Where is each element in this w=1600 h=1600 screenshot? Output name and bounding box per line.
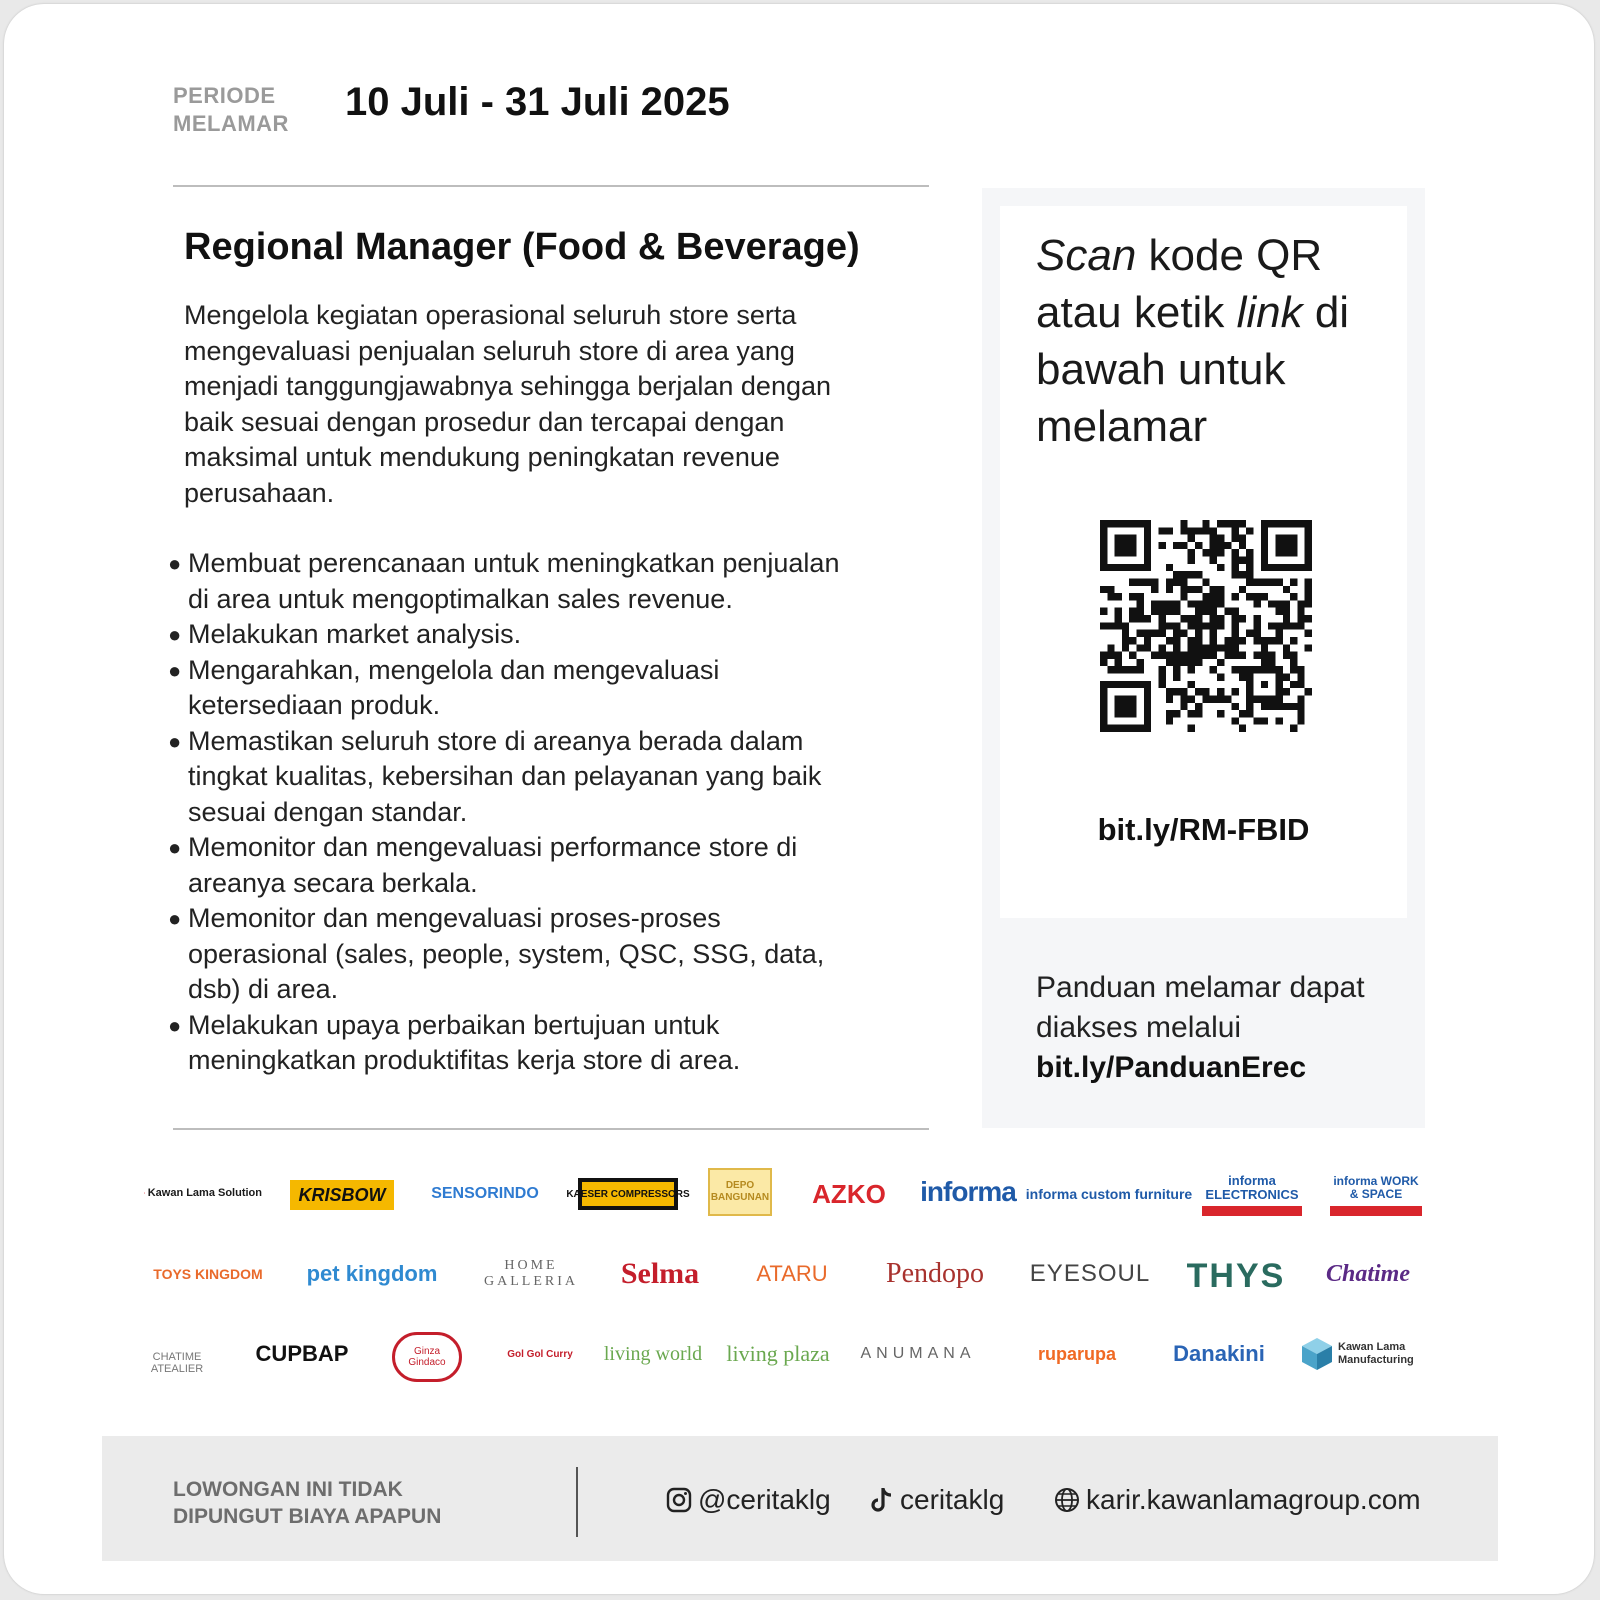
brand-logo-thys: THYS xyxy=(1186,1256,1286,1295)
duty-item xyxy=(168,617,858,653)
brand-row-2 xyxy=(140,1254,1460,1324)
brand-name: Kawan Lama Manufacturing xyxy=(1338,1341,1414,1366)
brand-logo-informa-work-space: informa WORK & SPACE xyxy=(1330,1170,1422,1216)
bullet-icon: ● xyxy=(168,551,182,576)
tiktok-handle: ceritaklg xyxy=(900,1484,1005,1515)
instagram-handle: @ceritaklg xyxy=(698,1484,831,1515)
brand-logo-chatime: Chatime xyxy=(1325,1260,1410,1287)
cube-icon xyxy=(1300,1336,1334,1372)
qr-heading xyxy=(1036,227,1396,455)
brand-logo-living-plaza: living plaza xyxy=(726,1341,830,1366)
brand-logo-sensorindo: SENSORINDO xyxy=(431,1185,539,1202)
brand-logo-chatime-atealier: CHATIME ATEALIER xyxy=(150,1351,204,1375)
brand-logo-cupbap: CUPBAP xyxy=(255,1341,349,1366)
bullet-icon: ● xyxy=(168,728,182,754)
duty-item xyxy=(168,901,858,1008)
job-title: Regional Manager (Food & Beverage) xyxy=(184,226,860,268)
duty-item xyxy=(168,653,858,724)
heading-scan: Scan xyxy=(1036,231,1137,280)
guide-text xyxy=(1036,968,1406,1088)
website-url: karir.kawanlamagroup.com xyxy=(1086,1484,1421,1515)
heading-part2: di bawah untuk melamar xyxy=(1036,288,1350,451)
duties-list xyxy=(168,546,858,1079)
brand-logo-danakini: Danakini xyxy=(1173,1341,1265,1366)
duty-item xyxy=(168,1008,858,1079)
bullet-icon: ● xyxy=(168,906,182,931)
brand-logo-home-galleria: HOME GALLERIA xyxy=(484,1258,578,1289)
duty-text: Mengarahkan, mengelola dan mengevaluasi ketersediaan produk. xyxy=(188,654,720,720)
periode-dates: 10 Juli - 31 Juli 2025 xyxy=(345,80,730,124)
brand-logo-pet-kingdom: pet kingdom xyxy=(306,1261,438,1286)
tiktok-icon xyxy=(870,1486,894,1514)
brand-logo-informa-custom: informa custom furniture xyxy=(1025,1186,1193,1202)
brand-logo-gindaco: Ginza Gindaco xyxy=(392,1332,462,1382)
brand-row-1 xyxy=(140,1168,1460,1238)
duty-item xyxy=(168,724,858,831)
brand-logo-kawan-lama-manufacturing xyxy=(1300,1334,1426,1374)
job-description: Mengelola kegiatan operasional seluruh store serta mengevaluasi penjualan seluruh store di area yang menjadi tanggungjawabnya sehingga berjalan dengan baik sesuai dengan prosedur dan tercapai dengan maksimal untuk mendukung peningkatan revenue perusahaan. xyxy=(184,300,832,508)
brand-logo-anumana: ANUMANA xyxy=(860,1345,976,1362)
guide-link[interactable]: bit.ly/PanduanErec xyxy=(1036,1051,1307,1084)
brand-row-3 xyxy=(140,1334,1460,1404)
bottom-divider xyxy=(173,1128,929,1130)
brand-logo-informa-electronics: informa ELECTRONICS xyxy=(1202,1170,1302,1216)
duty-item xyxy=(168,830,858,901)
periode-label xyxy=(173,82,289,138)
bullet-icon: ● xyxy=(168,622,182,647)
brand-logo-kawan-lama-solution xyxy=(144,1168,262,1218)
brand-logo-kaeser: KAESER COMPRESSORS xyxy=(578,1178,678,1210)
brand-logo-living-world: living world xyxy=(603,1342,703,1365)
brand-name: Kawan Lama Solution xyxy=(147,1187,262,1199)
brand-logo-krisbow: KRISBOW xyxy=(290,1180,394,1210)
duty-text: Melakukan market analysis. xyxy=(188,619,522,649)
periode-label-line1: PERIODE xyxy=(173,83,276,108)
globe-icon xyxy=(1054,1487,1080,1513)
apply-link[interactable]: bit.ly/RM-FBID xyxy=(1097,812,1310,847)
guide-label: Panduan melamar dapat diakses melalui xyxy=(1036,971,1365,1044)
duty-text: Memastikan seluruh store di areanya berada dalam tingkat kualitas, kebersihan dan pelayanan yang baik sesuai dengan standar. xyxy=(188,725,822,827)
instagram-icon xyxy=(666,1487,692,1513)
brand-logo-toys-kingdom: TOYS KINGDOM xyxy=(153,1266,263,1282)
brand-logo-depo: DEPO BANGUNAN xyxy=(708,1168,772,1216)
tiktok-link[interactable] xyxy=(870,1484,1004,1516)
brand-logo-informa: informa xyxy=(920,1176,1016,1207)
periode-label-line2: MELAMAR xyxy=(173,111,289,136)
website-link[interactable] xyxy=(1054,1484,1421,1516)
top-divider xyxy=(173,185,929,187)
brand-logo-ruparupa: ruparupa xyxy=(1037,1343,1116,1364)
duty-text: Membuat perencanaan untuk meningkatkan penjualan di area untuk mengoptimalkan sales revenue. xyxy=(188,548,840,614)
duty-item xyxy=(168,546,858,617)
footer-note xyxy=(173,1476,441,1530)
brand-logo-gol-gol-curry: Gol Gol Curry xyxy=(507,1348,573,1360)
brand-logo-pendopo: Pendopo xyxy=(886,1258,984,1289)
brand-logo-ataru: ATARU xyxy=(756,1261,828,1286)
footer-note-line2: DIPUNGUT BIAYA APAPUN xyxy=(173,1505,442,1528)
brand-logo-eyesoul: EYESOUL xyxy=(1029,1260,1151,1287)
duty-text: Memonitor dan mengevaluasi proses-proses operasional (sales, people, system, QSC, SSG, data, dsb) di area. xyxy=(188,903,825,1004)
bullet-icon: ● xyxy=(168,835,182,860)
duty-text: Melakukan upaya perbaikan bertujuan untuk meningkatkan produktifitas kerja store di area. xyxy=(188,1009,741,1075)
kawan-lama-solution-icon xyxy=(144,1173,146,1213)
bullet-icon: ● xyxy=(168,1012,182,1038)
bullet-icon: ● xyxy=(168,657,182,683)
brand-logo-azko: AZKO xyxy=(812,1178,886,1209)
qr-code[interactable] xyxy=(1100,520,1312,732)
heading-part1: kode QR atau ketik xyxy=(1036,231,1323,337)
instagram-link[interactable] xyxy=(666,1484,831,1516)
brand-logo-selma: Selma xyxy=(620,1257,700,1290)
footer-divider xyxy=(576,1467,578,1537)
heading-link-word: link xyxy=(1236,288,1303,337)
footer-note-line1: LOWONGAN INI TIDAK xyxy=(173,1478,403,1501)
duty-text: Memonitor dan mengevaluasi performance store di areanya secara berkala. xyxy=(188,832,798,898)
